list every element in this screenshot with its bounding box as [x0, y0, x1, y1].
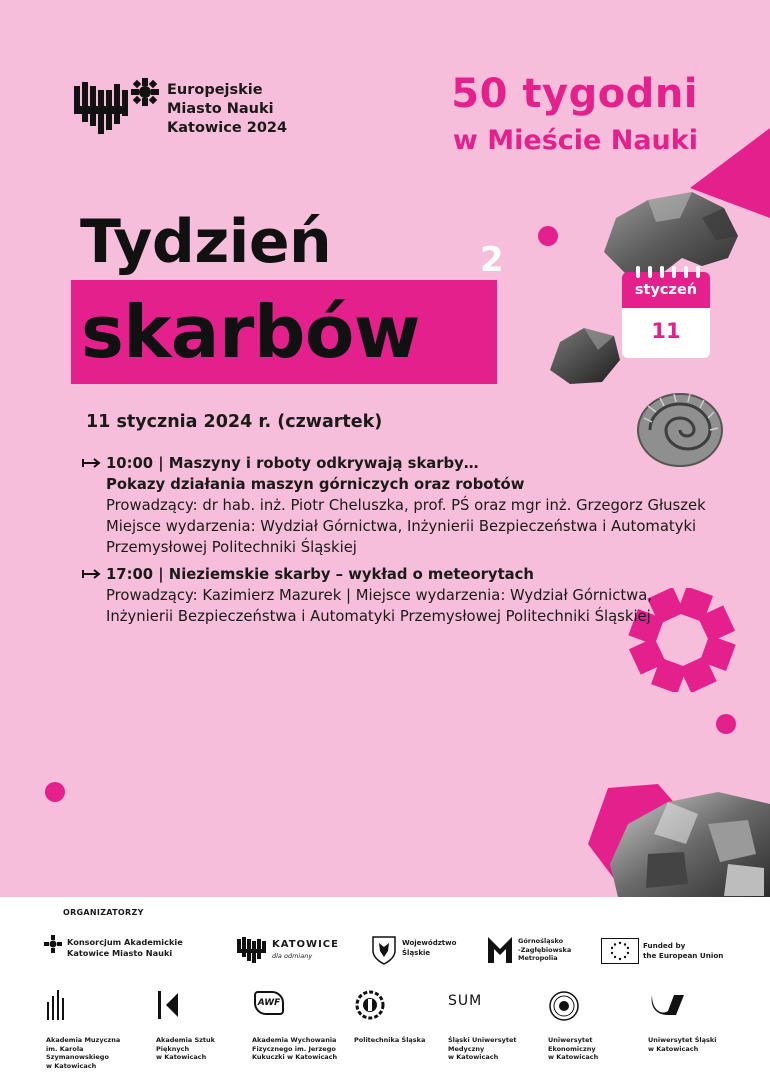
wojewodztwo-logo: Województwo Śląskie	[402, 939, 457, 957]
awf-logo: AWF	[254, 991, 284, 1015]
calendar-ring	[684, 266, 688, 278]
organizers-footer	[0, 897, 770, 1089]
us-label: Uniwersytet Śląski w Katowicach	[648, 1036, 717, 1053]
calendar-day: 11	[622, 308, 710, 358]
us-logo-icon	[650, 993, 686, 1017]
event-1-venue-cont: Przemysłowej Politechniki Śląskiej	[106, 539, 357, 556]
arrow-right-icon	[82, 456, 102, 470]
pink-dot	[538, 226, 558, 246]
akademia-muzyczna-label: Akademia Muzyczna im. Karola Szymanowskiego w Katowicach	[46, 1036, 121, 1070]
arrow-right-icon	[82, 567, 102, 581]
eu-funding-logo: Funded by the European Union	[643, 941, 724, 960]
katowice-logo-text: KATOWICE	[272, 939, 339, 950]
katowice-heart-logo	[72, 76, 162, 138]
event-1-time-title: 10:00 | Maszyny i roboty odkrywają skarby…	[82, 453, 706, 474]
brand-line-2: Miasto Nauki	[167, 101, 274, 117]
event-2	[82, 564, 652, 627]
asp-label: Akademia Sztuk Pięknych w Katowicach	[156, 1036, 215, 1061]
title-line-1: Tydzień	[80, 207, 332, 277]
sum-logo: SUM	[448, 993, 483, 1009]
pink-dot	[716, 714, 736, 734]
ore-rock-image	[546, 320, 626, 390]
brand-line-1: Europejskie	[167, 82, 263, 98]
katowice-tagline: dla odmiany	[272, 952, 313, 960]
katowice-heart-icon	[236, 935, 268, 965]
sum-label: Śląski Uniwersytet Medyczny w Katowicach	[448, 1036, 517, 1061]
campaign-headline	[451, 68, 698, 160]
organizers-label: ORGANIZATORZY	[63, 908, 144, 917]
brand-text	[167, 81, 287, 138]
gzm-metropolia-icon	[486, 935, 514, 965]
headline-line-1: 50 tygodni	[451, 71, 698, 117]
calendar-card	[622, 266, 710, 358]
event-1-venue: Miejsce wydarzenia: Wydział Górnictwa, Inżynierii Bezpieczeństwa i Automatyki	[106, 518, 697, 535]
event-1	[82, 453, 706, 558]
eu-flag-icon	[601, 938, 639, 964]
title-line-2: skarbów	[81, 290, 420, 374]
headline-line-2: w Mieście Nauki	[452, 125, 698, 156]
konsorcjum-logo: Konsorcjum Akademickie Katowice Miasto Nauki	[67, 937, 183, 958]
event-2-hosts-venue: Prowadzący: Kazimierz Mazurek | Miejsce wydarzenia: Wydział Górnictwa,	[106, 587, 653, 604]
ue-label: Uniwersytet Ekonomiczny w Katowicach	[548, 1036, 599, 1061]
event-1-subtitle: Pokazy działania maszyn górniczych oraz robotów	[106, 476, 525, 493]
ue-seal-icon	[548, 990, 580, 1022]
calendar-ring	[696, 266, 700, 278]
gzm-logo: Górnośląsko -Zagłębiowska Metropolia	[518, 937, 572, 962]
asp-logo-icon	[156, 991, 182, 1019]
konsorcjum-flower-icon	[44, 935, 62, 953]
calendar-ring	[636, 266, 640, 278]
silesia-coat-of-arms-icon	[371, 935, 397, 965]
event-date-heading: 11 stycznia 2024 r. (czwartek)	[86, 412, 383, 432]
brand-line-3: Katowice 2024	[167, 120, 288, 136]
title-superscript: 2	[480, 240, 504, 280]
akademia-muzyczna-icon	[46, 990, 68, 1020]
event-2-venue-cont: Inżynierii Bezpieczeństwa i Automatyki Przemysłowej Politechniki Śląskiej	[106, 608, 651, 625]
politechnika-gear-icon	[355, 990, 385, 1020]
event-2-time-title: 17:00 | Nieziemskie skarby – wykład o meteorytach	[82, 564, 652, 585]
calendar-ring	[660, 266, 664, 278]
pink-dot	[45, 782, 65, 802]
calendar-ring	[672, 266, 676, 278]
calendar-month: styczeń	[622, 272, 710, 308]
calendar-ring	[648, 266, 652, 278]
awf-label: Akademia Wychowania Fizycznego im. Jerzego Kukuczki w Katowicach	[252, 1036, 338, 1061]
event-1-hosts: Prowadzący: dr hab. inż. Piotr Cheluszka, prof. PŚ oraz mgr inż. Grzegorz Głuszek	[106, 497, 706, 514]
politechnika-label: Politechnika Śląska	[354, 1036, 426, 1044]
mineral-cluster-image	[588, 784, 770, 897]
